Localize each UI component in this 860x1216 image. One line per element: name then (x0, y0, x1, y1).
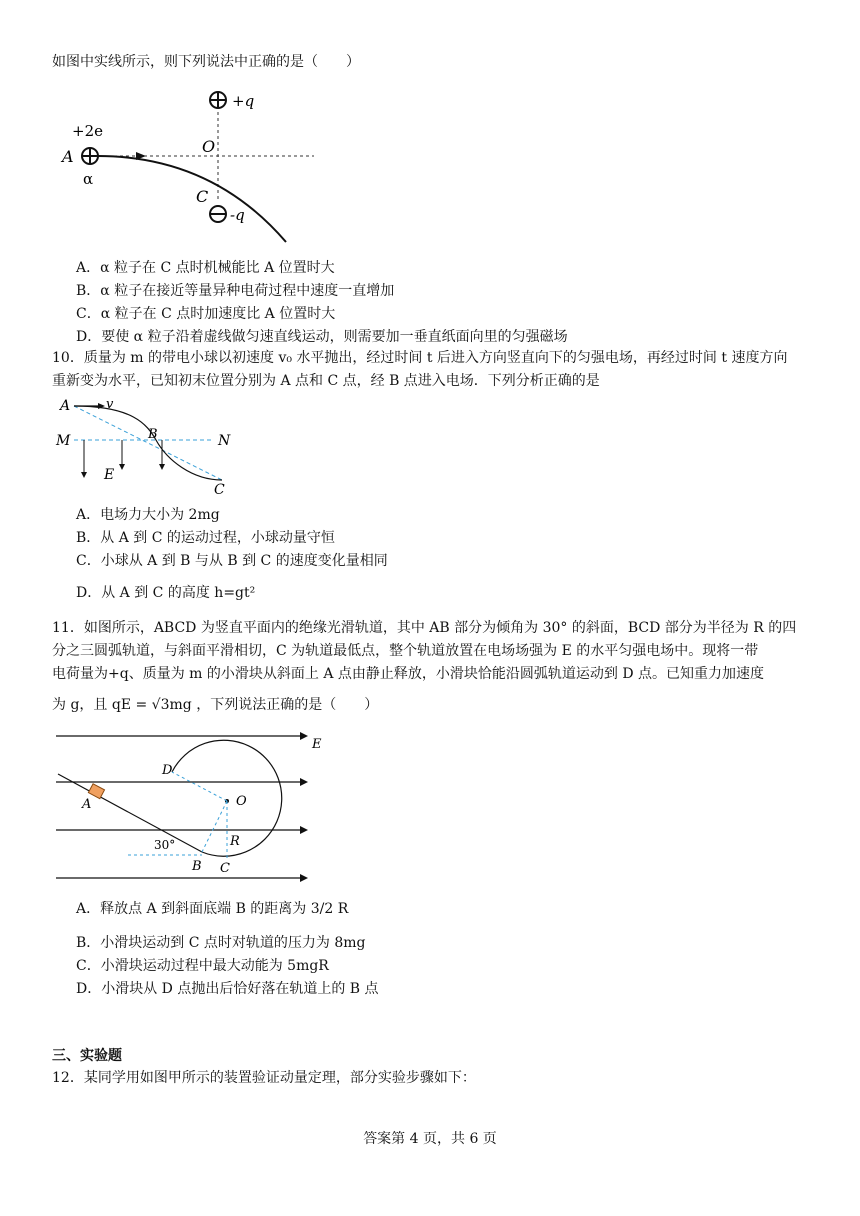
q10-option-c: C．小球从 A 到 B 与从 B 到 C 的速度变化量相同 (76, 553, 388, 569)
q11-option-a: A．释放点 A 到斜面底端 B 的距离为 3/2 R (76, 901, 349, 917)
q11-stem-line1: 11．如图所示，ABCD 为竖直平面内的绝缘光滑轨道，其中 AB 部分为倾角为 30° 的斜面，BCD 部分为半径为 R 的四 (52, 620, 797, 636)
q10-label-A: A (60, 398, 71, 414)
q11-label-R: R (230, 834, 240, 849)
q11-label-A: A (82, 797, 92, 812)
q10-option-d: D．从 A 到 C 的高度 h=gt² (76, 585, 256, 601)
q9-label-plus-q: +q (232, 92, 255, 110)
q11-label-D: D (162, 763, 173, 778)
q10-stem-line1: 10．质量为 m 的带电小球以初速度 v₀ 水平抛出，经过时间 t 后进入方向竖直向下的匀强电场，再经过时间 t 速度方向 (52, 350, 788, 366)
page-footer: 答案第 4 页，共 6 页 (363, 1131, 497, 1147)
q11-label-E: E (312, 737, 322, 752)
q10-figure (52, 394, 252, 498)
q11-stem-line4: 为 g，且 qE = √3mg ，下列说法正确的是（ ） (52, 697, 379, 713)
q9-stem: 如图中实线所示，则下列说法中正确的是（ ） (52, 54, 360, 70)
q10-option-b: B．从 A 到 C 的运动过程，小球动量守恒 (76, 530, 335, 546)
q11-label-C: C (220, 861, 230, 876)
q10-label-C: C (214, 482, 225, 498)
q9-option-d: D．要使 α 粒子沿着虚线做匀速直线运动，则需要加一垂直纸面向里的匀强磁场 (76, 329, 568, 345)
q9-label-plus-2e: +2e (72, 122, 103, 140)
section-title-experiment: 三、实验题 (52, 1048, 122, 1064)
q9-label-C: C (196, 187, 209, 206)
q9-label-alpha: α (83, 170, 94, 188)
q11-stem-line3: 电荷量为+q、质量为 m 的小滑块从斜面上 A 点由静止释放，小滑块恰能沿圆弧轨道运动到 D 点。已知重力加速度 (52, 666, 765, 682)
q10-option-a: A．电场力大小为 2mg (76, 507, 220, 523)
q10-label-M: M (56, 433, 71, 449)
q11-option-c: C．小滑块运动过程中最大动能为 5mgR (76, 958, 329, 974)
q10-stem-line2: 重新变为水平，已知初末位置分别为 A 点和 C 点，经 B 点进入电场．下列分析正确的是 (52, 373, 600, 389)
q9-option-b: B．α 粒子在接近等量异种电荷过程中速度一直增加 (76, 283, 395, 299)
q11-label-O: O (236, 794, 247, 809)
q11-option-d: D．小滑块从 D 点抛出后恰好落在轨道上的 B 点 (76, 981, 379, 997)
q12-stem: 12．某同学用如图甲所示的装置验证动量定理，部分实验步骤如下： (52, 1070, 476, 1086)
q11-label-B: B (192, 859, 202, 874)
q11-figure (52, 724, 342, 884)
q9-trajectory (98, 156, 286, 242)
q10-label-E: E (104, 467, 115, 483)
q10-label-N: N (218, 433, 231, 449)
q9-label-minus-q: -q (230, 206, 245, 224)
q9-option-c: C．α 粒子在 C 点时加速度比 A 位置时大 (76, 306, 336, 322)
q9-option-a: A．α 粒子在 C 点时机械能比 A 位置时大 (76, 260, 335, 276)
q11-label-angle: 30° (154, 838, 176, 852)
q9-label-A: A (62, 147, 74, 166)
q10-label-B: B (148, 427, 158, 442)
q9-label-O: O (202, 137, 216, 156)
q11-option-b: B．小滑块运动到 C 点时对轨道的压力为 8mg (76, 935, 366, 951)
q10-label-v: v (106, 397, 114, 412)
q9-figure (52, 84, 352, 254)
q11-stem-line2: 分之三圆弧轨道，与斜面平滑相切，C 为轨道最低点，整个轨道放置在电场场强为 E 的水平匀强电场中。现将一带 (52, 643, 759, 659)
